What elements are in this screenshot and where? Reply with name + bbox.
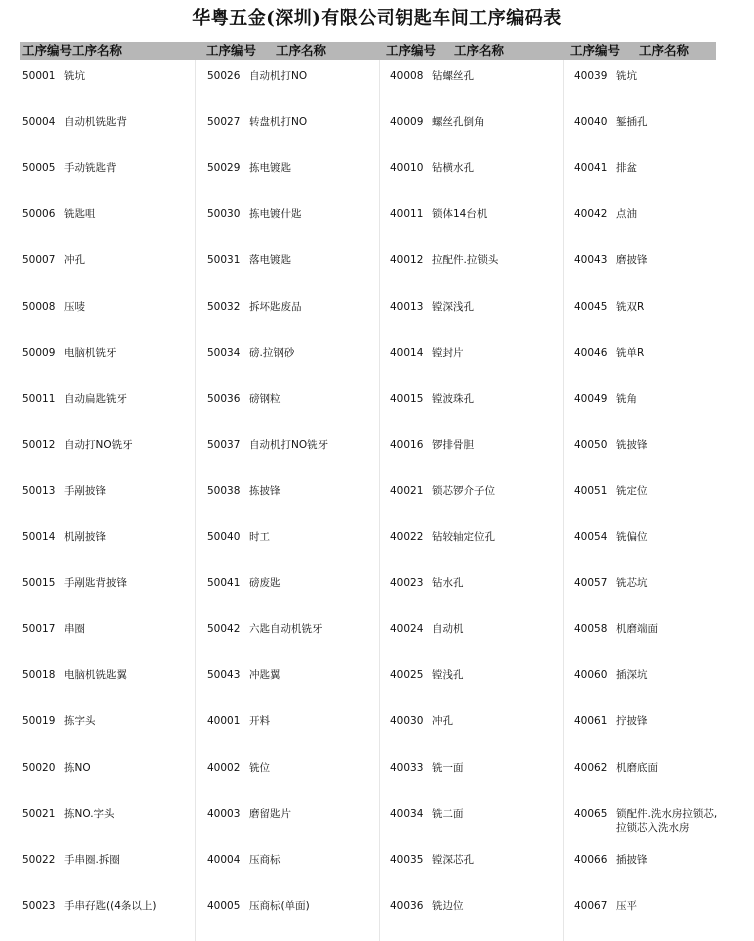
process-code: 50009 [22, 346, 56, 359]
process-code: 50007 [22, 254, 56, 267]
process-name: 插披锋 [616, 853, 648, 866]
process-name: 转盘机打NO [249, 116, 308, 129]
process-name: 锣排骨胆 [432, 438, 474, 451]
process-code: 50018 [22, 669, 56, 682]
process-code: 50015 [22, 577, 56, 590]
process-code: 50036 [207, 392, 241, 405]
process-code: 50011 [22, 392, 56, 405]
process-name: 压唛 [64, 300, 85, 313]
process-code: 50034 [207, 346, 241, 359]
process-code: 40062 [574, 761, 608, 774]
process-code: 50026 [207, 70, 241, 82]
process-name: 拣NO [64, 761, 91, 774]
process-name: 机磨端面 [616, 623, 658, 636]
process-code: 40033 [390, 761, 424, 774]
process-code: 40049 [574, 392, 608, 405]
process-code: 50021 [22, 807, 56, 820]
process-code: 40025 [390, 669, 424, 682]
column-divider [379, 60, 380, 941]
process-code: 40046 [574, 346, 608, 359]
process-code: 50037 [207, 438, 241, 451]
process-code: 50029 [207, 162, 241, 175]
process-name: 錾插孔 [616, 116, 648, 129]
process-name: 磅.拉钢砂 [249, 346, 295, 359]
process-name: 拣电镀匙 [249, 162, 291, 175]
header-name-label: 工序名称 [454, 43, 505, 58]
process-code: 40051 [574, 484, 608, 497]
process-code: 50042 [207, 623, 241, 636]
process-name: 开料 [249, 715, 270, 728]
process-name: 落电镀匙 [249, 254, 291, 267]
process-name: 自动扁匙铣牙 [64, 392, 127, 405]
process-name: 冲孔 [64, 254, 85, 267]
process-code: 40011 [390, 208, 424, 221]
process-name: 铣匙咀 [64, 208, 96, 221]
process-code: 40002 [207, 761, 241, 774]
process-name: 拉配件.拉锁头 [432, 254, 499, 267]
process-code: 40022 [390, 531, 424, 543]
process-name: 钻较轴定位孔 [432, 531, 495, 543]
process-name: 镗封片 [432, 346, 464, 359]
process-code: 40023 [390, 577, 424, 590]
process-name: 磅废匙 [249, 577, 281, 590]
process-code: 50027 [207, 116, 241, 129]
process-code: 50030 [207, 208, 241, 221]
process-name: 手串圈.拆圈 [64, 853, 120, 866]
process-name: 铣双R [616, 300, 645, 313]
process-code: 50008 [22, 300, 56, 313]
process-name: 手动铣匙背 [64, 162, 117, 175]
process-code: 40015 [390, 392, 424, 405]
process-name: 镗浅孔 [432, 669, 464, 682]
process-name: 钻螺丝孔 [432, 70, 474, 82]
process-name: 铣位 [249, 761, 270, 774]
header-name-label: 工序名称 [276, 43, 327, 58]
process-code: 40005 [207, 899, 241, 912]
process-code: 40057 [574, 577, 608, 590]
process-code: 40014 [390, 346, 424, 359]
process-code: 50012 [22, 438, 56, 451]
process-code: 40066 [574, 853, 608, 866]
process-name: 串圈 [64, 623, 85, 636]
header-code-label: 工序编号 [386, 43, 437, 58]
process-code: 50017 [22, 623, 56, 636]
process-name: 铣边位 [432, 899, 464, 912]
process-name: 拣NO.字头 [64, 807, 115, 820]
header-name-label: 工序名称 [639, 43, 690, 58]
process-name: 点油 [616, 208, 637, 221]
process-code: 50001 [22, 70, 56, 82]
process-code: 40041 [574, 162, 608, 175]
process-name: 铣单R [616, 346, 645, 359]
process-code: 40054 [574, 531, 608, 543]
process-name: 磨披锋 [616, 254, 648, 267]
process-name: 磨留匙片 [249, 807, 291, 820]
process-name: 机磨底面 [616, 761, 658, 774]
process-name: 镗波珠孔 [432, 392, 474, 405]
process-name: 自动机打NO [249, 70, 308, 82]
header-code-label: 工序编号 [22, 43, 73, 58]
process-name: 铣角 [616, 392, 637, 405]
process-code: 50004 [22, 116, 56, 129]
process-name: 铣偏位 [616, 531, 648, 543]
process-code: 40001 [207, 715, 241, 728]
process-code: 40012 [390, 254, 424, 267]
process-code: 40024 [390, 623, 424, 636]
process-name: 锁芯锣介子位 [432, 484, 495, 497]
process-code: 40013 [390, 300, 424, 313]
process-name: 机剐披锋 [64, 531, 106, 543]
process-code: 40004 [207, 853, 241, 866]
process-code: 50013 [22, 484, 56, 497]
process-code: 40035 [390, 853, 424, 866]
process-code: 40030 [390, 715, 424, 728]
process-code: 40008 [390, 70, 424, 82]
process-name: 铣坑 [616, 70, 637, 82]
process-name: 磅钢粒 [249, 392, 281, 405]
process-code: 50041 [207, 577, 241, 590]
process-code: 50038 [207, 484, 241, 497]
process-name: 拆坏匙废品 [249, 300, 302, 313]
process-code: 50032 [207, 300, 241, 313]
header-code-label: 工序编号 [570, 43, 621, 58]
process-code: 40036 [390, 899, 424, 912]
process-code: 50023 [22, 899, 56, 912]
process-code: 40021 [390, 484, 424, 497]
process-name: 锁体14台机 [432, 208, 488, 221]
process-name: 拣电镀什匙 [249, 208, 302, 221]
process-name: 拧披锋 [616, 715, 648, 728]
process-code: 40060 [574, 669, 608, 682]
header-name-label: 工序名称 [72, 43, 123, 58]
process-name: 镗深浅孔 [432, 300, 474, 313]
process-name: 铣二面 [432, 807, 464, 820]
process-name: 压商标 [249, 853, 281, 866]
process-code: 40039 [574, 70, 608, 82]
process-code: 40010 [390, 162, 424, 175]
process-code: 50005 [22, 162, 56, 175]
process-name-continued: 拉锁芯入洗水房 [616, 821, 690, 834]
process-name: 冲孔 [432, 715, 453, 728]
process-code: 40061 [574, 715, 608, 728]
process-code: 40050 [574, 438, 608, 451]
process-name: 冲匙翼 [249, 669, 281, 682]
process-name: 手剐披锋 [64, 484, 106, 497]
header-code-label: 工序编号 [206, 43, 257, 58]
process-name: 压平 [616, 899, 637, 912]
process-name: 自动打NO铣牙 [64, 438, 133, 451]
process-name: 电脑机铣匙翼 [64, 669, 127, 682]
process-name: 自动机 [432, 623, 464, 636]
process-code: 40034 [390, 807, 424, 820]
process-code: 50019 [22, 715, 56, 728]
process-name: 锁配件.洗水房拉锁芯, [616, 807, 718, 820]
process-code: 40016 [390, 438, 424, 451]
page-title: 华粤五金(深圳)有限公司钥匙车间工序编码表 [192, 8, 562, 29]
process-name: 手剐匙背披锋 [64, 577, 127, 590]
column-divider [563, 60, 564, 941]
process-name: 自动机打NO铣牙 [249, 438, 329, 451]
process-name: 铣披锋 [616, 438, 648, 451]
process-code: 50043 [207, 669, 241, 682]
process-name: 排盆 [616, 162, 637, 175]
process-name: 铣定位 [616, 484, 648, 497]
process-name: 铣一面 [432, 761, 464, 774]
process-code: 50040 [207, 531, 241, 543]
process-name: 拣字头 [64, 715, 96, 728]
process-name: 铣坑 [64, 70, 85, 82]
process-name: 手串孖匙((4条以上) [64, 899, 157, 912]
process-name: 铣芯坑 [616, 577, 648, 590]
process-name: 钻横水孔 [432, 162, 474, 175]
process-name: 压商标(单面) [249, 899, 310, 912]
process-name: 镗深芯孔 [432, 853, 474, 866]
process-name: 钻水孔 [432, 577, 464, 590]
process-name: 时工 [249, 531, 270, 543]
process-code: 50020 [22, 761, 56, 774]
process-code: 50022 [22, 853, 56, 866]
column-divider [195, 60, 196, 941]
process-code: 40045 [574, 300, 608, 313]
process-code: 40003 [207, 807, 241, 820]
process-name: 螺丝孔倒角 [432, 116, 485, 129]
process-name: 电脑机铣牙 [64, 346, 117, 359]
process-code: 50006 [22, 208, 56, 221]
process-name: 六匙自动机铣牙 [249, 623, 323, 636]
process-code: 40040 [574, 116, 608, 129]
process-code: 50014 [22, 531, 56, 543]
process-code: 40065 [574, 807, 608, 820]
process-code: 40042 [574, 208, 608, 221]
process-code: 50031 [207, 254, 241, 267]
process-code: 40058 [574, 623, 608, 636]
process-code: 40043 [574, 254, 608, 267]
process-name: 插深坑 [616, 669, 648, 682]
process-name: 拣披锋 [249, 484, 281, 497]
process-code: 40067 [574, 899, 608, 912]
process-code: 40009 [390, 116, 424, 129]
process-name: 自动机铣匙背 [64, 116, 127, 129]
